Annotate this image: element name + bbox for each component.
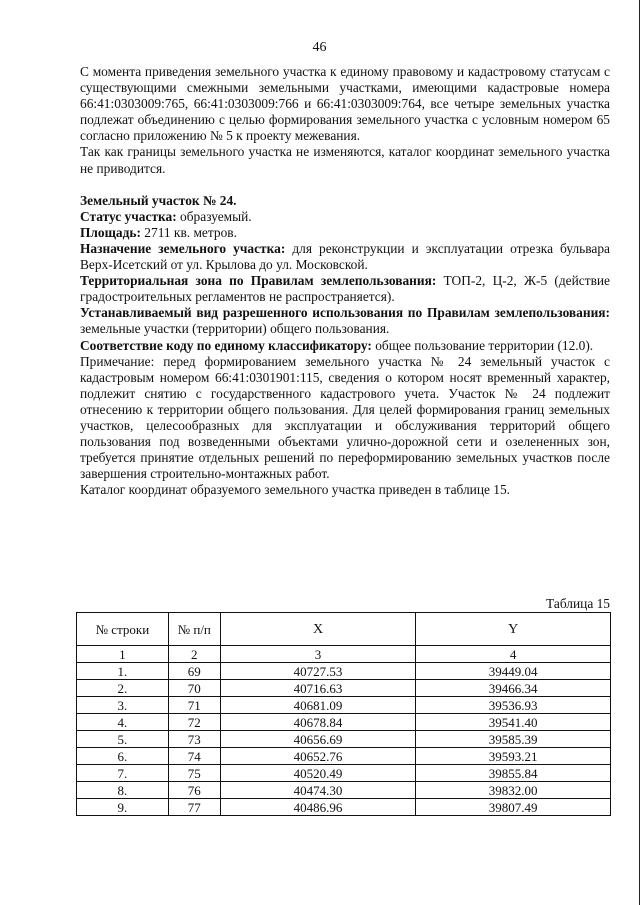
table-cell: 2. (77, 680, 169, 697)
table-cell: 5. (77, 731, 169, 748)
table-cell: 8. (77, 782, 169, 799)
table-row (77, 663, 611, 680)
plot-title: Земельный участок № 24. (80, 192, 237, 208)
use-line: Устанавливаемый вид разрешенного использования по Правилам землепользования: земельные участки (территории) общего пользования. (80, 305, 610, 337)
table-row (77, 697, 611, 714)
table-cell: 40678.84 (220, 714, 416, 731)
table-cell: 73 (168, 731, 220, 748)
table-cell: 40727.53 (220, 663, 416, 680)
code-line: Соответствие коду по единому классификатору: общее пользование территории (12.0). (80, 337, 594, 353)
area-line: Площадь: 2711 кв. метров. (80, 224, 237, 240)
header-cell: Y (416, 613, 611, 646)
table-cell: 39449.04 (416, 663, 611, 680)
table-cell: 9. (77, 799, 169, 816)
table-cell: 40486.96 (220, 799, 416, 816)
page-number: 46 (312, 40, 327, 55)
table-cell: 3. (77, 697, 169, 714)
table-cell: 39593.21 (416, 748, 611, 765)
intro-paragraph: С момента приведения земельного участка к единому правовому и кадастровому статусам с существующими смежными земельными участками, имеющими кадастровые номера 66:41:0303009:765, 66:41:0303009:766 и 66:41:0303009:764, все четыре земельных участка подлежат объединению с целью формирования земельного участка с условным номером 65 согласно приложению № 5 к проекту межевания. (80, 64, 610, 144)
status-line: Статус участка: образуемый. (80, 208, 252, 224)
table-cell: 39832.00 (416, 782, 611, 799)
table-cell: 40681.09 (220, 697, 416, 714)
table-cell: 40652.76 (220, 748, 416, 765)
table-cell: 7. (77, 765, 169, 782)
table-cell: 76 (168, 782, 220, 799)
table-row (77, 782, 611, 799)
zone-line: Территориальная зона по Правилам землепользования: ТОП-2, Ц-2, Ж-5 (действие градостроительных регламентов не распространяется). (80, 273, 610, 305)
table-row (77, 680, 611, 697)
table-cell: 39536.93 (416, 697, 611, 714)
table-cell: 70 (168, 680, 220, 697)
table-cell: 75 (168, 765, 220, 782)
header-cell: X (220, 613, 416, 646)
header-row (77, 613, 611, 646)
table-cell: 39855.84 (416, 765, 611, 782)
purpose-line: Назначение земельного участка: для реконструкции и эксплуатации отрезка бульвара Верх-Исетский от ул. Крылова до ул. Московской. (80, 240, 610, 273)
table-row (77, 731, 611, 748)
table-cell: 4. (77, 714, 169, 731)
table-cell: 3 (220, 646, 416, 663)
table-row (77, 714, 611, 731)
table-cell: 74 (168, 748, 220, 765)
table-cell: 6. (77, 748, 169, 765)
index-row (77, 646, 611, 663)
header-cell: № п/п (168, 613, 220, 646)
table-cell: 40716.63 (220, 680, 416, 697)
table-cell: 77 (168, 799, 220, 816)
table-cell: 4 (416, 646, 611, 663)
note-paragraph: Примечание: перед формированием земельного участка № 24 земельный участок с кадастровым номером 66:41:0301901:115, сведения о котором носят временный характер, подлежит снятию с государственного кадастрового учета. Участок № 24 подлежит отнесению к территории общего пользования. Для целей формирования границ земельных участков, целесообразных для эксплуатации и обслуживания территорий общего пользования под возведенными объектами улично-дорожной сети и озелененных зон, требуется принятие отдельных решений по переформированию земельных участков после завершения строительно-монтажных работ. (80, 353, 610, 482)
header-cell: № строки (77, 613, 169, 646)
table-cell: 39541.40 (416, 714, 611, 731)
table-cell: 40656.69 (220, 731, 416, 748)
coordinates-table (76, 612, 611, 816)
table-cell: 2 (168, 646, 220, 663)
table-row (77, 748, 611, 765)
table-caption: Таблица 15 (546, 596, 610, 611)
table-row (77, 765, 611, 782)
table-cell: 69 (168, 663, 220, 680)
table-cell: 1 (77, 646, 169, 663)
table-cell: 39585.39 (416, 731, 611, 748)
document-body (80, 64, 610, 498)
table-cell: 40474.30 (220, 782, 416, 799)
table-cell: 1. (77, 663, 169, 680)
table-cell: 39807.49 (416, 799, 611, 816)
table-cell: 39466.34 (416, 680, 611, 697)
table-cell: 72 (168, 714, 220, 731)
table-cell: 71 (168, 697, 220, 714)
catalog-paragraph: Так как границы земельного участка не изменяются, каталог координат земельного участка не приводится. (80, 144, 610, 176)
table-row (77, 799, 611, 816)
catalog-ref: Каталог координат образуемого земельного участка приведен в таблице 15. (80, 482, 511, 498)
table-cell: 40520.49 (220, 765, 416, 782)
